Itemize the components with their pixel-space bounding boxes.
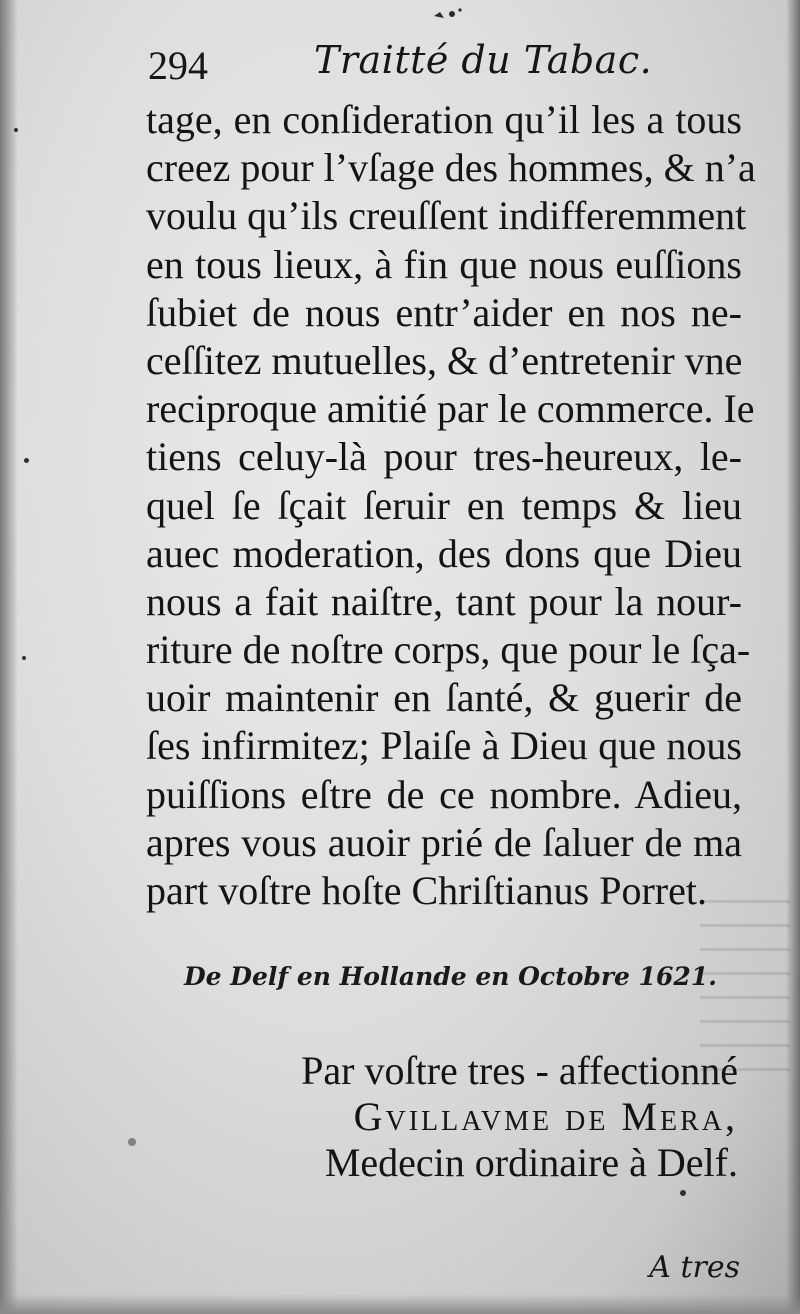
text-line: auec moderation, des dons que Dieu: [146, 530, 742, 576]
signature-block: [301, 1048, 738, 1186]
text-line: ceſſitez mutuelles, & d’entretenir vne: [146, 337, 743, 383]
dateline: De Delf en Hollande en Octobre 1621.: [184, 962, 717, 991]
signature-closing: Par voſtre tres - affectionné: [301, 1048, 738, 1093]
ink-speck: [14, 128, 18, 132]
page-edge-right: [786, 0, 800, 1314]
page-number: 294: [148, 43, 208, 88]
text-line: quel ſe ſçait ſeruir en temps & lieu: [146, 482, 742, 528]
page-header: [146, 38, 746, 98]
text-line: part voſtre hoſte Chriſtianus Porret.: [146, 868, 707, 913]
running-title: Traitté du Tabac.: [314, 38, 653, 82]
ink-speck: [680, 1190, 686, 1196]
text-line: voulu qu’ils creuſſent indifferemment: [146, 193, 747, 239]
text-line: apres vous auoir prié de ſaluer de ma: [146, 819, 742, 865]
text-line: tage, en conſideration qu’il les a tous: [146, 97, 742, 142]
text-line: nous a fait naiſtre, tant pour la nour-: [146, 578, 742, 624]
text-line: ſubiet de nous entr’aider en nos ne-: [146, 289, 742, 335]
ink-speck: [128, 1138, 136, 1146]
text-line: riture de noſtre corps, que pour le ſça-: [146, 627, 751, 673]
ink-mark: [430, 4, 470, 24]
text-line: reciproque amitié par le commerce. Ie: [146, 386, 755, 432]
text-line: puiſſions eſtre de ce nombre. Adieu,: [146, 771, 742, 817]
ink-speck: [24, 458, 29, 463]
text-line: tiens celuy-là pour tres-heureux, le-: [146, 434, 742, 480]
text-line: ſes infirmitez; Plaiſe à Dieu que nous: [146, 723, 742, 769]
ink-speck: [22, 656, 26, 660]
text-line: en tous lieux, à fin que nous euſſions: [146, 241, 742, 287]
page-edge-bottom: [0, 1294, 800, 1314]
catchword: A tres: [649, 1250, 740, 1285]
gutter-shadow: [0, 0, 18, 1314]
text-line: uoir maintenir en ſanté, & guerir de: [146, 675, 742, 721]
body-text: [146, 96, 756, 915]
signature-name: Gvillavme de Mera,: [353, 1094, 738, 1139]
text-line: creez pour l’vſage des hommes, & n’a: [146, 145, 756, 191]
signature-title: Medecin ordinaire à Delf.: [324, 1140, 738, 1185]
